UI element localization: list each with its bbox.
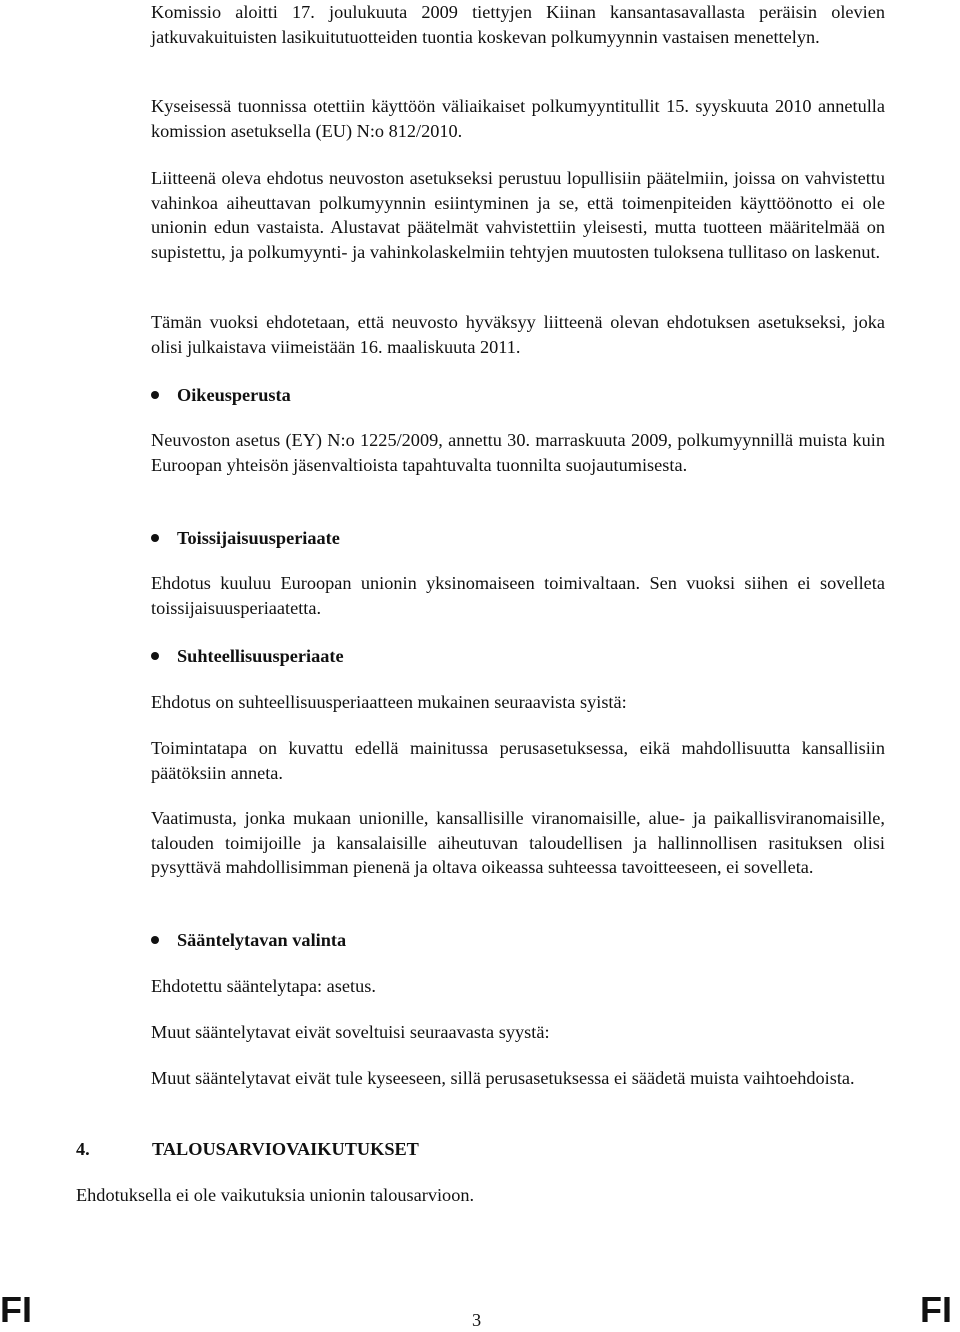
bullet-dot-icon — [151, 652, 159, 660]
paragraph-proceeding-initiation: Komissio aloitti 17. joulukuuta 2009 tiettyjen Kiinan kansantasavallasta peräisin olevien jatkuvakuituisten lasikuitutuotteiden tuontia koskevan polkumyynnin vastaisen menettelyn. — [151, 2, 885, 47]
paragraph-budget-implication: Ehdotuksella ei ole vaikutuksia unionin talousarvioon. — [76, 1185, 475, 1205]
footer-language-right: FI — [920, 1289, 952, 1330]
paragraph-proposal-adoption: Tämän vuoksi ehdotetaan, että neuvosto hyväksyy liitteenä olevan ehdotuksen asetukseksi, joka olisi julkaistava viimeistään 16. maaliskuuta 2011. — [151, 312, 885, 357]
paragraph-proportionality-reason-1: Toimintatapa on kuvattu edellä mainitussa perusasetuksessa, eikä mahdollisuutta kansallisiin päätöksiin anneta. — [151, 738, 885, 783]
footer-language-left: FI — [0, 1289, 32, 1330]
paragraph-provisional-duties: Kyseisessä tuonnissa otettiin käyttöön väliaikaiset polkumyyntitullit 15. syyskuuta 2010 annetulla komission asetuksella (EU) N:o 812/2010. — [151, 96, 885, 141]
bullet-heading-text: Sääntelytavan valinta — [177, 930, 347, 950]
paragraph-proportionality-reason-2: Vaatimusta, jonka mukaan unionille, kansallisille viranomaisille, alue- ja paikallisviranomaisille, talouden toimijoille ja kansalaisille aiheutuvan taloudellisen ja hallinnollisen rasituksen olisi pysyttävä mahdollisimman pienenä ja oltava oikeassa suhteessa tavoitteeseen, ei sovelleta. — [151, 808, 885, 878]
bullet-dot-icon — [151, 936, 159, 944]
paragraph-subsidiarity: Ehdotus kuuluu Euroopan unionin yksinomaiseen toimivaltaan. Sen vuoksi siihen ei sovelleta toissijaisuusperiaatetta. — [151, 573, 885, 618]
paragraph-other-instruments-intro: Muut sääntelytavat eivät soveltuisi seuraavasta syystä: — [151, 1022, 550, 1042]
footer-page-number: 3 — [472, 1310, 482, 1330]
paragraph-proposed-instrument: Ehdotettu sääntelytapa: asetus. — [151, 976, 376, 996]
paragraph-legal-basis: Neuvoston asetus (EY) N:o 1225/2009, annettu 30. marraskuuta 2009, polkumyynnillä muista kuin Euroopan yhteisön jäsenvaltioista tapahtuvalta tuonnilta suojautumisesta. — [151, 430, 885, 475]
bullet-heading-text: Toissijaisuusperiaate — [177, 528, 340, 548]
bullet-heading-text: Suhteellisuusperiaate — [177, 646, 344, 666]
bullet-dot-icon — [151, 534, 159, 542]
paragraph-proportionality-intro: Ehdotus on suhteellisuusperiaatteen mukainen seuraavista syistä: — [151, 692, 627, 712]
bullet-dot-icon — [151, 391, 159, 399]
section-title: TALOUSARVIOVAIKUTUKSET — [152, 1139, 419, 1159]
bullet-heading-text: Oikeusperusta — [177, 385, 291, 405]
paragraph-other-instruments-reason: Muut sääntelytavat eivät tule kyseeseen, sillä perusasetuksessa ei säädetä muista vaihtoehdoista. — [151, 1068, 855, 1088]
paragraph-proposal-basis: Liitteenä oleva ehdotus neuvoston asetukseksi perustuu lopullisiin päätelmiin, joissa on vahvistettu vahinkoa aiheuttavan polkumyynnin esiintyminen ja se, että toimenpiteiden käyttöönotto ei ole unionin edun vastaista. Alustavat päätelmät vahvistettiin yleisesti, mutta tuotteen määritelmää on supistettu, ja polkumyynti- ja vahinkolaskelmiin tehtyjen muutosten tuloksena tullitaso on laskenut. — [151, 168, 885, 262]
section-number: 4. — [76, 1139, 90, 1159]
